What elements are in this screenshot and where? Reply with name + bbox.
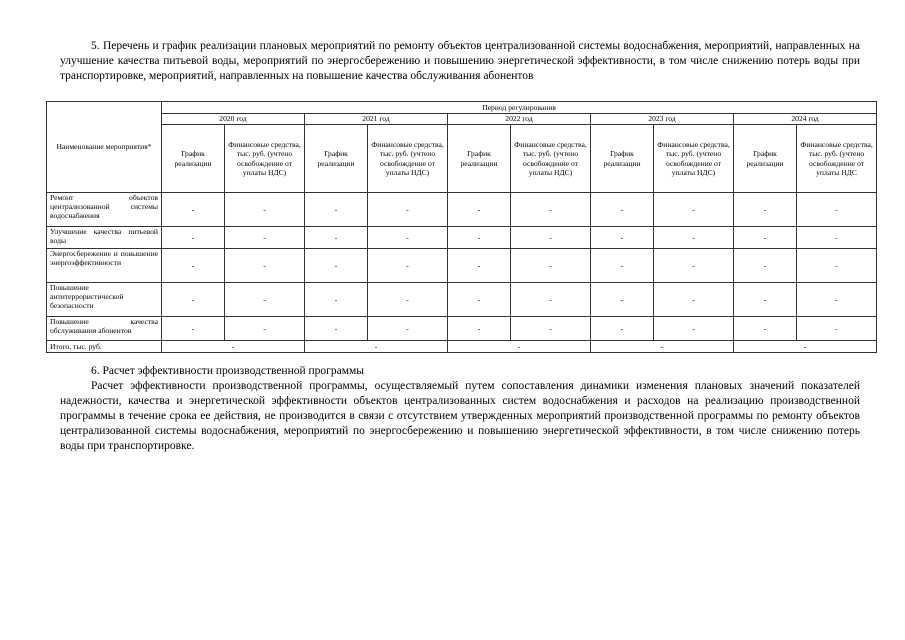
schedule-cell: - <box>305 193 368 227</box>
finance-cell: - <box>511 193 591 227</box>
section-5-text: 5. Перечень и график реализации плановых мероприятий по ремонту объектов централизованной системы водоснабжения, мероприятий, направленных на улучшение качества питьевой воды, мероприятий по энергосбережению и повышению энергетической эффективности, в том числе снижению потерь воды при транспортировке, мероприятий, направленных на повышение качества обслуживания абонентов <box>60 40 860 82</box>
schedule-cell: - <box>162 227 225 249</box>
finance-cell: - <box>225 317 305 341</box>
finance-cell: - <box>225 249 305 283</box>
finance-cell: - <box>797 227 877 249</box>
section-6-text: Расчет эффективности производственной программы, осуществляемый путем сопоставления динамики изменения плановых значений показателей надежности, качества и энергетической эффективности объектов централизованных систем водоснабжения и расходов на реализацию производственной программы в течение срока ее действия, не производится в связи с отсутствием утвержденных мероприятий производственной программы по ремонту объектов централизованной системы водоснабжения, мероприятий по энергосбережению и повышению энергетической эффективности, в том числе снижению потерь воды при транспортировке. <box>60 380 860 452</box>
finance-cell: - <box>654 193 734 227</box>
table-row <box>47 283 877 317</box>
finance-cell: - <box>511 227 591 249</box>
schedule-cell: - <box>448 249 511 283</box>
row-name: Ремонт объектов централизованной системы водоснабжения <box>47 193 162 227</box>
schedule-cell: - <box>162 317 225 341</box>
schedule-cell: - <box>591 249 654 283</box>
row-name: Повышение антитеррористической безопасности <box>47 283 162 317</box>
schedule-cell: - <box>448 283 511 317</box>
finance-cell: - <box>797 317 877 341</box>
header-schedule: График реализации <box>305 125 368 193</box>
finance-cell: - <box>797 283 877 317</box>
total-cell: - <box>448 341 591 353</box>
schedule-cell: - <box>591 193 654 227</box>
section-5-heading <box>60 39 860 84</box>
table-row <box>47 193 877 227</box>
schedule-cell: - <box>448 317 511 341</box>
row-name: Энергосбережение и повышение энергоэффективности <box>47 249 162 283</box>
table-row <box>47 317 877 341</box>
total-cell: - <box>305 341 448 353</box>
schedule-cell: - <box>305 283 368 317</box>
schedule-cell: - <box>305 249 368 283</box>
header-finance: Финансовые средства, тыс. руб. (учтено освобождение от уплаты НДС) <box>511 125 591 193</box>
schedule-cell: - <box>448 227 511 249</box>
schedule-cell: - <box>734 317 797 341</box>
schedule-cell: - <box>591 283 654 317</box>
header-schedule: График реализации <box>734 125 797 193</box>
schedule-cell: - <box>591 227 654 249</box>
header-schedule: График реализации <box>448 125 511 193</box>
table-body <box>47 193 877 353</box>
finance-cell: - <box>225 283 305 317</box>
schedule-cell: - <box>734 249 797 283</box>
finance-cell: - <box>654 283 734 317</box>
schedule-cell: - <box>591 317 654 341</box>
section-6-heading: 6. Расчет эффективности производственной программы <box>91 365 365 377</box>
finance-cell: - <box>225 193 305 227</box>
header-year: 2020 год <box>162 114 305 125</box>
header-schedule: График реализации <box>162 125 225 193</box>
finance-cell: - <box>654 317 734 341</box>
finance-cell: - <box>797 249 877 283</box>
header-year: 2024 год <box>734 114 877 125</box>
finance-cell: - <box>368 249 448 283</box>
header-year: 2022 год <box>448 114 591 125</box>
finance-cell: - <box>511 249 591 283</box>
total-row <box>47 341 877 353</box>
schedule-cell: - <box>162 193 225 227</box>
schedule-cell: - <box>305 317 368 341</box>
finance-cell: - <box>654 227 734 249</box>
schedule-cell: - <box>448 193 511 227</box>
finance-cell: - <box>225 227 305 249</box>
schedule-cell: - <box>734 193 797 227</box>
finance-cell: - <box>654 249 734 283</box>
header-period: Период регулирования <box>162 102 877 114</box>
total-cell: - <box>591 341 734 353</box>
section-6-body <box>60 379 860 454</box>
total-cell: - <box>734 341 877 353</box>
finance-cell: - <box>368 283 448 317</box>
row-name: Улучшение качества питьевой воды <box>47 227 162 249</box>
header-finance: Финансовые средства, тыс. руб. (учтено освобождение от уплаты НДС) <box>654 125 734 193</box>
schedule-cell: - <box>162 283 225 317</box>
header-year: 2021 год <box>305 114 448 125</box>
header-name: Наименование мероприятия* <box>47 102 162 193</box>
header-finance: Финансовые средства, тыс. руб. (учтено освобождение от уплаты НДС <box>797 125 877 193</box>
schedule-cell: - <box>734 227 797 249</box>
finance-cell: - <box>368 317 448 341</box>
row-name: Повышение качества обслуживания абонентов <box>47 317 162 341</box>
header-finance: Финансовые средства, тыс. руб. (учтено освобождение от уплаты НДС) <box>225 125 305 193</box>
table-row <box>47 227 877 249</box>
header-schedule: График реализации <box>591 125 654 193</box>
schedule-cell: - <box>734 283 797 317</box>
finance-cell: - <box>511 317 591 341</box>
finance-cell: - <box>368 193 448 227</box>
schedule-cell: - <box>305 227 368 249</box>
header-finance: Финансовые средства, тыс. руб. (учтено освобождение от уплаты НДС) <box>368 125 448 193</box>
plan-table <box>46 101 877 353</box>
total-label: Итого, тыс. руб. <box>47 341 162 353</box>
schedule-cell: - <box>162 249 225 283</box>
header-year: 2023 год <box>591 114 734 125</box>
finance-cell: - <box>797 193 877 227</box>
finance-cell: - <box>511 283 591 317</box>
total-cell: - <box>162 341 305 353</box>
table-row <box>47 249 877 283</box>
finance-cell: - <box>368 227 448 249</box>
